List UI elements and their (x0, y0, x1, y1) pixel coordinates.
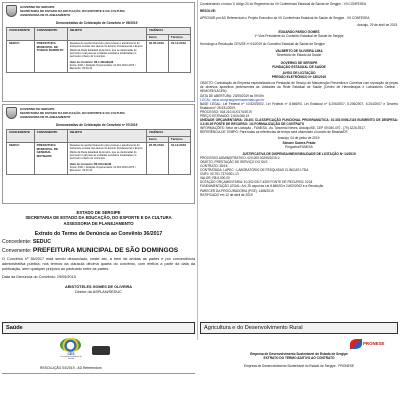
cell-inicio: 20.05.2019 (146, 143, 168, 174)
extrato-paragraph: O Convênio nº 36/2017 está sendo denunciado, neste ato, a bem de ambas as partes e por conveniência administrativa pública, nos termos da cláusula décima quarta do convênio, com efeitos a partir da data da publicação, sem qualquer prejuízo ao pactuado entre as partes. (2, 257, 195, 272)
resolucao-line: RESOLUÇÃO 04/2019 - AD Referendum (40, 366, 102, 370)
sheet-header (6, 5, 191, 17)
extrato-section (2, 210, 195, 295)
col-header: CONCEDENTE (7, 28, 35, 41)
sergipe-crest-icon (6, 5, 17, 17)
informacoes-line: INFORMAÇÕES: Setor de Licitação - FUNESA - Av. Tancredo Neves, Aracaju/SE, CEP 49.080-470 - (79) 3226-9317. (200, 126, 366, 131)
col-header: OBJETO (67, 28, 146, 41)
convenente-line: Convenente: PREFEITURA MUNICIPAL DE SÃO DOMINGOS (2, 246, 179, 254)
pronese-title: Empresa de Desenvolvimento Sustentável do Estado de Sergipe (250, 352, 348, 356)
pronese-logo (350, 338, 390, 350)
extrato-aditivo-title: EXTRATO DO TERMO ADITIVO AO CONTRATO (263, 356, 335, 361)
publish-stamp (92, 346, 110, 355)
left-column (2, 2, 195, 320)
agency-header: FUNDAÇÃO ESTADUAL DE SAÚDE (272, 64, 326, 69)
secretary-name: VALBERTO DE OLIVEIRA LIMA (275, 48, 323, 53)
cell-concedente: SEDUC (7, 41, 35, 72)
col-header: VIGÊNCIA (146, 28, 190, 35)
unidade-orcamentaria: UNIDADE ORÇAMENTÁRIA: 28.401 CLASSIFICAÇÃO FUNCIONAL PROGRAMÁTICA: 10.302.0006.2116 ELEMENTO DE DESPESA: 3.3.90.39 FONTE DE RECURSO: 1/4 FORMALIZAÇÃO DE CONTRATO (200, 118, 398, 127)
aprovar-text: APROVAR por AD Referendum o Projeto Executivo da VII Conferência Estadual de Saúde de Sergipe - VII CONFESEA. (200, 16, 371, 21)
col-header: OBJETO (67, 130, 146, 143)
convenio-sheet-2 (2, 104, 195, 204)
col-header: CONVENENTE (34, 130, 67, 143)
cell-objeto: Repasse de auxílio financeiro para custear o atendimento do transporte escolar dos alunos do Ensino Fundamental e Ensino Médio da Rede Estadual de Ensino, que se deslocarão do perímetro rural para as unidades escolares localizadas no perímetro urbano do município. Valor do Convênio: R$ 163.199,88 Fonte: 0101 / Dotação Orçamentária: 12.361.0010.2076 / Elemento: 33.40.41 (67, 143, 146, 174)
inex-line: DOTAÇÃO ORÇAMENTÁRIA: 10.302.0017.4300 FONTE DE RECURSO: 0218 (200, 180, 313, 185)
extrato-title: Extrato do Termo de Denúncia ao Convênio 36/2017 (34, 231, 163, 238)
cell-termino: 31.12.2019 (168, 143, 190, 174)
inex-line: OBJETO: PRESTAÇÃO DE SERVIÇO DO SUS (200, 159, 268, 164)
header-line: ASSESSORIA DE PLANEJAMENTO (20, 115, 71, 119)
pronese-logo-text: PRONESE (363, 341, 385, 346)
pregoeira-role: Pregoeira/FUNESA (285, 144, 313, 149)
sheet-title: Demonstrativo de Celebração de Convênio nº 07/2019 (56, 123, 138, 127)
cell-termino: 31.12.2019 (168, 41, 190, 72)
ces-logo-subtitle: Conselho Estadual de Saúde (60, 356, 82, 360)
header-line: GOVERNO DE SERGIPE (20, 5, 55, 9)
extrato-header-line: ESTADO DE SERGIPE (76, 210, 121, 215)
col-subheader: Início (146, 136, 168, 143)
secretary-role: Secretário de Estado da Saúde (276, 52, 322, 57)
header-line: ASSESSORIA DE PLANEJAMENTO (20, 13, 71, 17)
gov-header: GOVERNO DE SERGIPE (280, 60, 318, 65)
cell-inicio: 30.05.2019 (146, 41, 168, 72)
ces-logo-text: CES (67, 352, 75, 356)
col-subheader: Término (168, 34, 190, 41)
col-header: CONCEDENTE (7, 130, 35, 143)
col-header: CONVENENTE (34, 28, 67, 41)
homologo-text: Homologo a Resolução CES/SE nº 04/2019 do Conselho Estadual de Saúde de Sergipe (200, 41, 325, 46)
convenio-table (6, 27, 191, 73)
ces-emblem-icon (60, 338, 81, 352)
ces-logo (58, 338, 84, 360)
col-header: VIGÊNCIA (146, 130, 190, 137)
convenio-sheet-1 (2, 2, 195, 102)
signature-block: ARISTÓTELES GOMES DE OLIVEIRA Diretor da ASPLAN/SEDUC (64, 285, 133, 295)
header-line: SECRETARIA DE ESTADO DA EDUCAÇÃO, DO ESPORTE E DA CULTURA (20, 111, 125, 115)
inex-line: CONTRATO: 35/16 (200, 164, 228, 168)
extrato-header-line: ASSESSORIA DE PLANEJAMENTO (63, 220, 134, 226)
pregoeira-name: Simone Soares Prado (282, 140, 316, 145)
referencia-tempo: REFERÊNCIA DE TEMPO: Para todas as referências de tempo será observado o horário de Brasília/DF. (200, 130, 349, 135)
date-line: Aracaju, 29 de abril de 2019. (357, 23, 398, 28)
cell-concedente: SEDUC (7, 143, 35, 174)
justificativa-title: JUSTIFICATIVA DE DISPENSA/INEXIGIBILIDADE DE LICITAÇÃO Nº 14/2019 (242, 151, 356, 156)
col-subheader: Início (146, 34, 168, 41)
column-divider (197, 0, 198, 340)
objeto-text: OBJETO: Contratação de Empresa especializada na Prestação de Serviço de Manutenção Preventiva e Corretiva com reposição de peças de diversos aparelhos pertencentes às Unidades da Rede Estadual de Saúde (Centro de Hemoterapia e Laboratório Central - HEMOSE/LACEN). (200, 81, 398, 94)
pronese-section (200, 352, 398, 368)
table-row (7, 143, 191, 174)
pronese-subtitle: Empresa de Desenvolvimento Sustentável do Estado de Sergipe - PRONESE (243, 364, 355, 369)
extrato-header-line: SECRETARIA DE ESTADO DA EDUCAÇÃO, DO ESPORTE E DA CULTURA (25, 215, 172, 221)
inex-line: PROCESSO ADMINISTRATIVO: 020.000.00290/2019-0 (200, 155, 280, 160)
sheet-header (6, 107, 191, 119)
signer-role: 1º Vice-Presidente do Conselho Estadual de Saúde de Sergipe (254, 34, 344, 39)
aviso-title: AVISO DE LICITAÇÃO (282, 71, 316, 76)
table-row (7, 41, 191, 72)
sergipe-crest-icon (6, 107, 17, 119)
preco-line: PREÇO ESTIMADO: 2.600.065,19 (200, 113, 250, 118)
processo-line: PROCESSO: 018.210.01/0170/2019 (200, 109, 252, 114)
header-line: SECRETARIA DE ESTADO DA EDUCAÇÃO, DO ESPORTE E DA CULTURA (20, 9, 125, 13)
pregao-title: PREGÃO ELETRÔNICO Nº 180/2019 (271, 75, 327, 80)
local-link[interactable]: LOCAL: www.comprasgovernamentais.gov.br (200, 97, 265, 102)
considerando-text: Considerando o Inciso V, Artigo 20 do Regimento da VII Conferência Estadual de Saúde de Sergipe - VII CONFESEA (200, 2, 367, 6)
header-line: GOVERNO DE SERGIPE (20, 107, 55, 111)
section-bar-agricultura: Agricultura e do Desenvolvimento Rural (200, 322, 398, 334)
base-legal: BASE LEGAL: Lei Federal nº 10.520/2002, Lei Federal nº 8.666/93, Lei Estadual nº 6.206/2007, 6.206/2007, 6.204/2007 e Decreto Estadual nº 26.531/2009. (200, 101, 398, 110)
inex-line: CONTRATADA: LAPEC - LABORATÓRIO DE PESQUISAS CLÍNICAS LTDA (200, 168, 309, 173)
signer-name: EDUARDO PARDO GOMES (278, 30, 320, 35)
inex-line: FUNDAMENTAÇÃO LEGAL: Art. 25 caput da Lei 8.666/93 e 24/02/2002 e a Resolução (200, 184, 324, 189)
sheet-title: Demonstrativo de Celebração de Convênio nº 09/2019 (56, 21, 138, 25)
cell-objeto: Repasse de auxílio financeiro para custear o atendimento do transporte escolar dos alunos do Ensino Fundamental e Ensino Médio da Rede Estadual de Ensino, que se deslocarão do perímetro rural para as unidades escolares localizadas no perímetro urbano do município. Valor do Convênio: R$ 1.399.999,88 Fonte: 0101 / Dotação Orçamentária: 12.361.0010.2076 / Elemento: 33.40.41 (67, 41, 146, 72)
concedente-line: Concedente: SEDUC (2, 239, 52, 246)
aviso-date: Aracaju, 04 de junho de 2019. (277, 136, 321, 141)
inex-line: PARECER DA PROCURADORIA (PGE): 1486/2019 (200, 188, 274, 193)
cell-convenente: PREFEITURA MUNICIPAL DE GENERAL MAYNARD (34, 143, 67, 174)
right-column (200, 2, 398, 320)
pronese-swoosh-icon (350, 339, 362, 349)
denuncia-date: Data da Denúncia do Convênio: 29/05/2019 (2, 275, 76, 280)
section-bar-saude: Saúde (2, 322, 195, 334)
cell-convenente: PREFEITURA MUNICIPAL DE TOBIAS BARRETO (34, 41, 67, 72)
inex-line: RATIFICADO em 12 de abril de 2019 (200, 192, 253, 197)
bottom-divider (2, 373, 195, 374)
inex-line: CNPJ: 00.751.737/0001-13 (200, 172, 239, 177)
data-abertura: DATA DE ABERTURA: 23/05/2019 às 09:00h (200, 93, 264, 98)
convenio-table (6, 129, 191, 175)
inex-line: VALOR: R$ 6.000,00 (200, 176, 230, 181)
resolve-label: RESOLVE: (200, 9, 217, 14)
col-subheader: Término (168, 136, 190, 143)
